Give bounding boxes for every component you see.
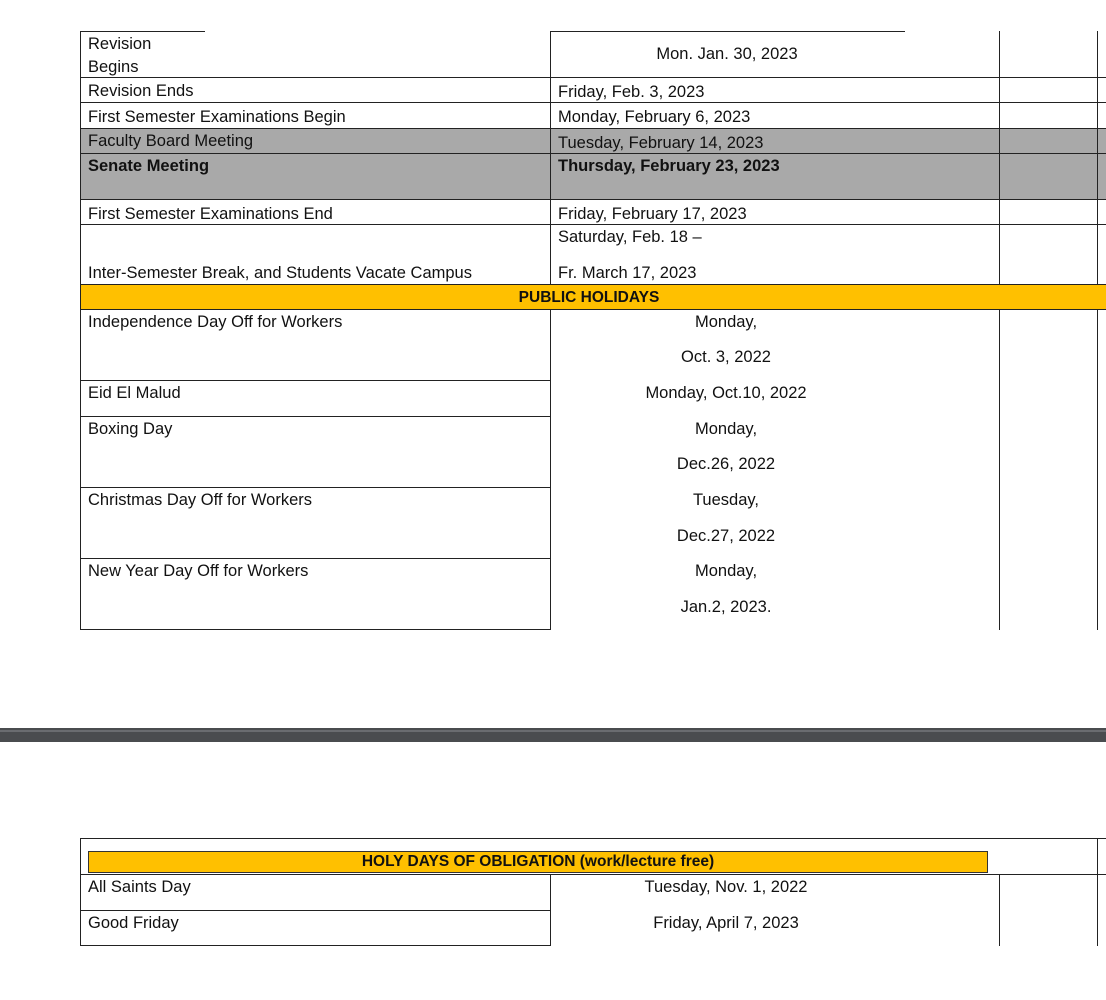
date-cell: Saturday, Feb. 18 – bbox=[558, 228, 702, 246]
holiday-date-continued: Dec.26, 2022 bbox=[676, 455, 776, 473]
row-line bbox=[80, 874, 1106, 875]
row-line bbox=[80, 629, 550, 630]
holy-day-date: Friday, April 7, 2023 bbox=[653, 914, 799, 932]
table-top-border bbox=[80, 838, 1106, 839]
holiday-name: Independence Day Off for Workers bbox=[88, 313, 343, 331]
row-line bbox=[80, 945, 550, 946]
table-left-border bbox=[80, 31, 81, 630]
page-break-separator-highlight bbox=[0, 730, 1106, 732]
column-divider-far-lower bbox=[1097, 309, 1098, 630]
holy-day-name: All Saints Day bbox=[88, 878, 191, 896]
date-cell: Mon. Jan. 30, 2023 bbox=[656, 45, 798, 63]
event-cell: Faculty Board Meeting bbox=[88, 132, 254, 150]
holy-day-name: Good Friday bbox=[88, 914, 179, 932]
holiday-date: Monday, bbox=[694, 562, 758, 580]
event-cell: Revision Ends bbox=[88, 82, 194, 100]
event-cell: Inter-Semester Break, and Students Vacate Campus bbox=[88, 264, 472, 282]
holiday-date-continued: Dec.27, 2022 bbox=[676, 527, 776, 545]
row-line bbox=[80, 102, 1106, 103]
event-cell: Senate Meeting bbox=[88, 157, 210, 175]
holiday-date: Monday, bbox=[694, 313, 758, 331]
holiday-name: Christmas Day Off for Workers bbox=[88, 491, 313, 509]
row-line bbox=[80, 128, 1106, 129]
holy-days-title: HOLY DAYS OF OBLIGATION (work/lecture free) bbox=[361, 853, 715, 870]
row-line bbox=[80, 558, 550, 559]
date-cell: Thursday, February 23, 2023 bbox=[558, 157, 780, 175]
column-divider-right-lower bbox=[999, 309, 1000, 630]
top-border-left bbox=[80, 31, 205, 32]
column-divider-right bbox=[999, 874, 1000, 946]
column-divider bbox=[550, 31, 551, 285]
holiday-date: Monday, bbox=[694, 420, 758, 438]
holiday-name: Boxing Day bbox=[88, 420, 173, 438]
row-line bbox=[80, 380, 550, 381]
public-holidays-title: PUBLIC HOLIDAYS bbox=[518, 289, 660, 306]
holiday-date: Tuesday, bbox=[692, 491, 760, 509]
holiday-date-continued: Jan.2, 2023. bbox=[680, 598, 772, 616]
holy-day-date: Tuesday, Nov. 1, 2022 bbox=[644, 878, 808, 896]
row-line bbox=[80, 910, 550, 911]
date-cell-continued: Fr. March 17, 2023 bbox=[558, 264, 697, 282]
date-cell: Monday, February 6, 2023 bbox=[558, 108, 751, 126]
holiday-date: Monday, Oct.10, 2022 bbox=[645, 384, 807, 402]
row-line bbox=[80, 153, 1106, 154]
holiday-date-continued: Oct. 3, 2022 bbox=[681, 348, 771, 366]
date-cell: Tuesday, February 14, 2023 bbox=[558, 134, 764, 152]
event-cell: First Semester Examinations End bbox=[88, 205, 333, 223]
column-divider-right bbox=[999, 31, 1000, 285]
top-border-mid bbox=[550, 31, 905, 32]
date-cell: Friday, Feb. 3, 2023 bbox=[558, 83, 705, 101]
event-cell: Revision bbox=[88, 35, 152, 53]
row-line bbox=[80, 284, 1106, 285]
row-line bbox=[80, 224, 1106, 225]
column-divider-far bbox=[1097, 31, 1098, 285]
column-divider-far bbox=[1097, 874, 1098, 946]
holiday-name: New Year Day Off for Workers bbox=[88, 562, 309, 580]
event-cell: First Semester Examinations Begin bbox=[88, 108, 346, 126]
holiday-name: Eid El Malud bbox=[88, 384, 181, 402]
event-cell-continued: Begins bbox=[88, 58, 139, 76]
row-line bbox=[80, 309, 1106, 310]
date-cell: Friday, February 17, 2023 bbox=[558, 205, 747, 223]
row-line bbox=[80, 416, 550, 417]
row-line bbox=[80, 199, 1106, 200]
row-line bbox=[80, 77, 1106, 78]
row-line bbox=[80, 487, 550, 488]
table-right-border-top bbox=[1097, 838, 1098, 874]
table-left-border bbox=[80, 838, 81, 946]
